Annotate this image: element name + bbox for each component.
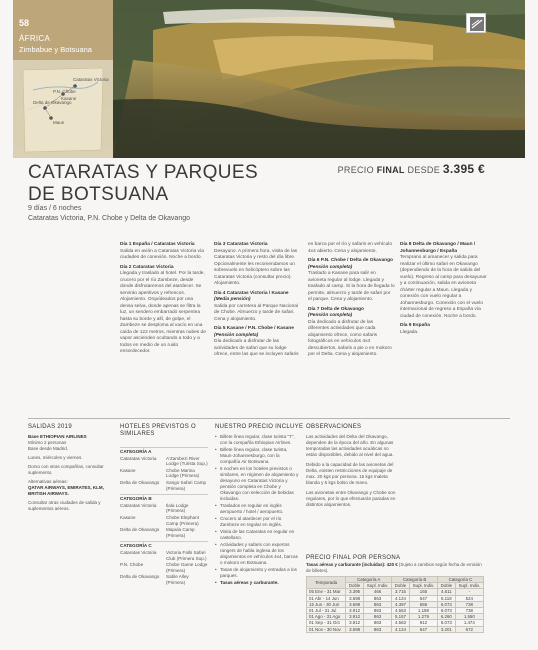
hotel-row: [120, 550, 208, 561]
day-heading: Día 2 Cataratas Victoria: [120, 264, 174, 270]
include-item: • Billete línea regular, clase turista "T", con la compañía Ethiopian Airlines.: [215, 434, 300, 446]
itinerary: [120, 242, 492, 392]
sub-header: Supl. Indiv.: [455, 583, 483, 589]
price-cell: 863: [363, 607, 391, 613]
day-board: (Pensión completa): [308, 264, 353, 270]
price-cell: 4.397: [392, 601, 410, 607]
salidas-info: [28, 434, 113, 515]
salidas-block: [28, 434, 113, 452]
salidas-airline: Base ETHIOPIAN AIRLINES: [28, 434, 87, 439]
price-cell: 6.073: [438, 620, 456, 626]
price-cell: 3.201: [438, 626, 456, 632]
price-cell: 3.912: [346, 607, 364, 613]
price-cell: 738: [455, 601, 483, 607]
hotels-title-line-2: SIMILARES: [120, 431, 155, 437]
hotel-row: [120, 480, 208, 491]
day-entry: [214, 326, 301, 359]
title-line-1: CATARATAS Y PARQUES: [28, 162, 259, 183]
salidas-base: Base desde Madrid.: [28, 446, 69, 451]
hotel-name: Victoria Falls Safari Club (Primera Sup.): [166, 549, 207, 561]
price-cell: 4.124: [392, 595, 410, 601]
day-board: (Pensión completa): [214, 332, 259, 338]
salidas-title: SALIDAS 2019: [28, 424, 72, 430]
price-cell: 672: [455, 626, 483, 632]
price-cell: 3.598: [346, 601, 364, 607]
day-heading: Día 5 Kasane / P.N. Chobe / Kasane: [214, 326, 294, 331]
hotel-city: Cataratas Victoria: [120, 502, 157, 508]
price-table-body: [307, 589, 484, 632]
include-item: • Traslados en regular en inglés aeropuerto / hotel / aeropuerto.: [215, 503, 300, 515]
observation-paragraph: Las actividades del Delta del Okavango, dependen de la época del año. En algunas temporadas las actividades acuáticas no están disponibles, debido al nivel del agua.: [306, 434, 394, 457]
price-table-title: PRECIO FINAL POR PERSONA: [306, 555, 401, 561]
day-text: Desayuno. A primera hora, visita de las Cataratas Victoria y resto del día libre. Opcionalmente les recomendamos un sobrevuelo en helicóptero sobre las Cataratas Victoria (consultar precio). Alojamiento.: [214, 248, 298, 286]
trip-duration: 9 días / 6 noches: [28, 205, 82, 212]
hotel-name: Sable Alley (Primera): [166, 574, 189, 585]
salidas-min: Mínimo 2 personas: [28, 440, 67, 445]
hotels-title: [120, 424, 196, 438]
hotel-name: Mapula Camp (Primera): [166, 527, 195, 538]
region-label: ÁFRICA: [19, 34, 51, 43]
season-cell: 15 Jun - 30 Jun: [307, 601, 346, 607]
hotel-city: Kasane: [120, 514, 136, 520]
hotel-row: [120, 503, 208, 514]
price-final-word: FINAL: [376, 165, 405, 175]
hotel-city: Delta de Okavango: [120, 574, 160, 580]
itinerary-column-1: [120, 242, 207, 359]
season-cell: 01 Sep - 31 Oct: [307, 620, 346, 626]
price-cell: 659: [409, 601, 437, 607]
season-cell: 01 Abr - 14 Jun: [307, 595, 346, 601]
include-item: • Billete línea regular, clase turista, Maun-Johannesburgo, con la compañía Air Botswana.: [215, 447, 300, 465]
price-table-note-rest: (Sujeto a cambios según fecha de emisión de billetes).: [306, 562, 482, 573]
price-amount: 3.395 €: [442, 162, 485, 176]
col-header-season: Temporada: [307, 577, 346, 589]
hotel-category-name: CATEGORÍA C: [120, 541, 208, 549]
day-board: (Pensión completa): [308, 313, 353, 318]
hotel-name: Chobe Game Lodge (Primera): [166, 562, 208, 573]
route-map: [13, 60, 113, 158]
hotels-list: [120, 444, 208, 586]
day-text: en barca por el río y safaris en vehículo 4x4 abierto. Cena y alojamiento.: [308, 242, 392, 254]
hotel-row: [120, 527, 208, 538]
include-item: • Crucero al atardecer por el río Zambeze en regular en inglés.: [215, 516, 300, 528]
observation-paragraph: Debido a la capacidad de las avionetas del Delta, existen restricciones de equipaje de max. 20 kgs por persona. 15 kgs maleta blanda y 5 kgs bolso de mano.: [306, 462, 394, 485]
sub-header: Doble: [346, 583, 364, 589]
day-entry: [214, 291, 301, 324]
include-item: • Actividades y safaris con expertos rangers de habla inglesa de los alojamientos en vehículos 4x4, barcas o mokoro en Botsuana.: [215, 542, 300, 566]
day-entry: [308, 307, 395, 359]
price-cell: 165: [409, 589, 437, 595]
brand-badge-icon: [466, 13, 486, 33]
price-cell: 1.550: [455, 614, 483, 620]
price-cell: 5.118: [438, 595, 456, 601]
season-cell: 01 Jul - 31 Jul: [307, 607, 346, 613]
day-board: (Media pensión): [214, 297, 251, 302]
price-cell: 547: [409, 595, 437, 601]
route-map-drawing: [13, 60, 113, 158]
day-heading: Día 9 España: [400, 323, 430, 328]
section-divider: [28, 418, 510, 419]
day-heading: Día 1 España / Cataratas Victoria: [120, 242, 195, 247]
observations-text: [306, 434, 396, 512]
salidas-alt-note: Consultar otras ciudades de salida y suplementos aéreos.: [28, 500, 101, 511]
price-table: [306, 576, 484, 633]
hotel-category: [120, 494, 208, 538]
hotel-category-name: CATEGORÍA A: [120, 447, 208, 455]
price-cell: 1.474: [455, 620, 483, 626]
hotel-category: [120, 541, 208, 585]
price-cell: 6.073: [438, 601, 456, 607]
price-desde: DESDE: [407, 165, 441, 175]
table-row: [307, 626, 484, 632]
col-header-cat-a: Categoría A: [346, 577, 392, 583]
price-cell: 1.279: [409, 614, 437, 620]
price-cell: 3.912: [346, 620, 364, 626]
price-cell: 4.563: [392, 620, 410, 626]
hotel-city: Cataratas Victoria: [120, 549, 157, 555]
price-cell: 4.611: [438, 589, 456, 595]
price-cell: 3.598: [346, 626, 364, 632]
day-heading: Día 8 Delta de Okavango / Maun / Johannesburgo / España: [400, 242, 476, 254]
hotel-name: Chobe Marina Lodge (Primera): [166, 467, 200, 479]
map-label-okavango: Delta de Okavango: [33, 100, 72, 105]
price-cell: 3.715: [392, 589, 410, 595]
day-text: Salida en avión a Cataratas Victoria vía ciudades de conexión. Noche a bordo.: [120, 248, 204, 260]
price-cell: 863: [363, 601, 391, 607]
price-cell: 912: [409, 620, 437, 626]
price-cell: 863: [363, 626, 391, 632]
day-entry: [308, 242, 395, 255]
price-cell: -: [455, 589, 483, 595]
price-from-label: [338, 162, 485, 176]
hotel-category: [120, 447, 208, 491]
hotel-category-name: CATEGORÍA B: [120, 494, 208, 502]
day-text: Día dedicado a disfrutar de las diferentes actividades que cada alojamiento ofrece, como safaris fotográficos en vehículos 4x4 descubiertos, safaris a pie o en mokoro por el Delta. Cena y alojamiento.: [308, 319, 392, 357]
title-line-2: DE BOTSUANA: [28, 184, 169, 205]
hotel-name: Sango Safari Camp (Primera): [166, 479, 207, 491]
salidas-other: Dorso con otras compañías, consultar suplemento.: [28, 464, 104, 475]
price-cell: 3.912: [346, 614, 364, 620]
hotel-name: Chobe Elephant Camp (Primera): [166, 514, 199, 526]
itinerary-column-3: [308, 242, 395, 362]
price-table-note: [306, 562, 484, 573]
day-entry: [214, 242, 301, 288]
day-entry: [308, 258, 395, 304]
day-entry: [120, 265, 207, 356]
price-cell: 738: [455, 607, 483, 613]
include-item: • Tasas aéreas y carburante.: [215, 580, 300, 586]
hotel-row: [120, 515, 208, 526]
includes-title: NUESTRO PRECIO INCLUYE: [215, 424, 304, 430]
day-heading: Día 3 Cataratas Victoria: [214, 242, 268, 247]
hotel-name: Ilala Lodge (Primera): [166, 502, 189, 514]
season-cell: 05 Ene - 31 Mar: [307, 589, 346, 595]
hotel-row: [120, 456, 208, 467]
day-text: Salida por carretera al Parque Nacional de Chobe. Almuerzo y tarde de safari. Cena y alojamiento.: [214, 303, 298, 322]
salidas-alt-airlines: QATAR AIRWAYS, EMIRATES, KLM, BRITISH AIRWAYS.: [28, 485, 104, 496]
salidas-alt: [28, 479, 113, 497]
hotel-city: Delta de Okavango: [120, 527, 160, 533]
day-text: Día dedicado a disfrutar de las actividades de safari que su lodge ofrece, entre las que se incluyen safaris: [214, 339, 299, 357]
price-cell: 524: [455, 595, 483, 601]
day-text: Llegada.: [400, 329, 419, 335]
day-text: Traslado a Kasane para salir en avioneta regular al lodge. Llegada y traslado al camp. Si la hora de llegada lo permite, almuerzo y tarde de safari por el parque. Cena y alojamiento.: [308, 271, 395, 302]
hotels-title-line-1: HOTELES PREVISTOS O: [120, 424, 196, 430]
itinerary-column-4: [400, 242, 487, 339]
map-label-chobe: P.N. Chobe: [53, 89, 76, 94]
day-heading: Día 7 Delta de Okavango: [308, 306, 364, 312]
hotel-row: [120, 562, 208, 573]
price-cell: 6.260: [438, 614, 456, 620]
price-cell: 1.198: [409, 607, 437, 613]
price-cell: 863: [363, 595, 391, 601]
price-cell: 4.124: [392, 626, 410, 632]
sub-header: Supl. Indiv.: [409, 583, 437, 589]
price-cell: 3.598: [346, 595, 364, 601]
price-cell: 3.395: [346, 589, 364, 595]
map-label-kasane: Kasane: [61, 96, 77, 101]
price-prefix: PRECIO: [337, 165, 374, 175]
destination-map-panel: [13, 0, 113, 158]
countries-label: Zimbabue y Botsuana: [19, 45, 92, 54]
hotel-city: Kasane: [120, 467, 136, 473]
price-cell: 863: [363, 614, 391, 620]
price-cell: 863: [363, 620, 391, 626]
day-entry: [400, 323, 487, 336]
hotel-row: [120, 574, 208, 585]
price-cell: 547: [409, 626, 437, 632]
day-text: Llegada y traslado al hotel. Por la tarde, crucero por el río Zambeze, desde donde disfrutaremos del atardecer. Se servirán aperitivos y refrescos. Alojamiento. Orquídeados por una densa selva, donde apenas se filtra la luz, un sendero embarrado serpentea hasta su borde y allí, de golpe, el Zambeze se desploma al vacío en una caída de 122 metros, mientras nubes de vapor ascienden ocultando a todo y a todos en medio de un ruido ensordecedor.: [120, 271, 206, 354]
hotel-city: P.N. Chobe: [120, 562, 144, 568]
sub-header: Doble: [392, 583, 410, 589]
hotel-city: Delta de Okavango: [120, 479, 160, 485]
trip-route: Cataratas Victoria, P.N. Chobe y Delta de Okavango: [28, 215, 190, 222]
include-item: • Visita de las Cataratas en regular en castellano.: [215, 529, 300, 541]
col-header-cat-c: Categoría C: [438, 577, 484, 583]
sub-header: Supl. Indiv.: [363, 583, 391, 589]
season-cell: 01 Ago - 31 Ago: [307, 614, 346, 620]
page-number: 58: [19, 18, 30, 28]
itinerary-column-2: [214, 242, 301, 362]
page-title: [28, 162, 258, 206]
observations-title: OBSERVACIONES: [306, 424, 362, 430]
day-entry: [400, 242, 487, 320]
include-item: • Tasas de alojamiento y entradas a los parques.: [215, 567, 300, 579]
include-item: • 6 noches en los hoteles previstos o similares, en régimen de alojamiento y desayuno en Cataratas Victoria y pensión completa en Chobe y Okavango con selección de bebidas incluidas.: [215, 466, 300, 502]
price-cell: 466: [363, 589, 391, 595]
price-cell: 6.073: [438, 607, 456, 613]
map-label-maun: Maun: [53, 120, 65, 125]
hotel-city: Cataratas Victoria: [120, 455, 157, 461]
day-entry: [120, 242, 207, 262]
day-heading: Día 6 P.N. Chobe / Delta de Okavango: [308, 258, 393, 263]
price-table-note-bold: Tasas aéreas y carburante (incluidas): 420 €: [306, 562, 398, 567]
col-header-cat-b: Categoría B: [392, 577, 438, 583]
hotel-name: A'Zambezi River Lodge (Turista Sup.): [166, 455, 208, 467]
observation-paragraph: Las avionetas entre Okavango y Chobe son regulares, por lo que efectuarán paradas en distintos alojamientos.: [306, 490, 396, 507]
sub-header: Doble: [438, 583, 456, 589]
salidas-days: Lunes, miércoles y viernes.: [28, 455, 83, 460]
salidas-alt-label: Alternativas aéreas:: [28, 479, 68, 484]
day-text: Temprano al amanecer y salida para realizar el último safari en Okavango (dependiendo de la hora de salida del vuelo). Regreso al camp para desayunar y a continuación, salida en avioneta chárter regular a Maun. Llegada y conexión con vuelo regular a Johannesburgo. Conexión con el vuelo internacional de regreso a España vía ciudad de conexión. Noche a bordo.: [400, 255, 487, 319]
hotel-row: [120, 468, 208, 479]
day-heading: Día 4 Cataratas Victoria / Kasane: [214, 290, 289, 296]
price-cell: 5.157: [392, 614, 410, 620]
price-cell: 4.563: [392, 607, 410, 613]
map-header: [13, 0, 113, 60]
map-label-cataratas: Cataratas Victoria: [73, 77, 109, 82]
price-table-section: [306, 555, 484, 633]
includes-list: [215, 434, 300, 587]
season-cell: 01 Nov - 30 Nov: [307, 626, 346, 632]
